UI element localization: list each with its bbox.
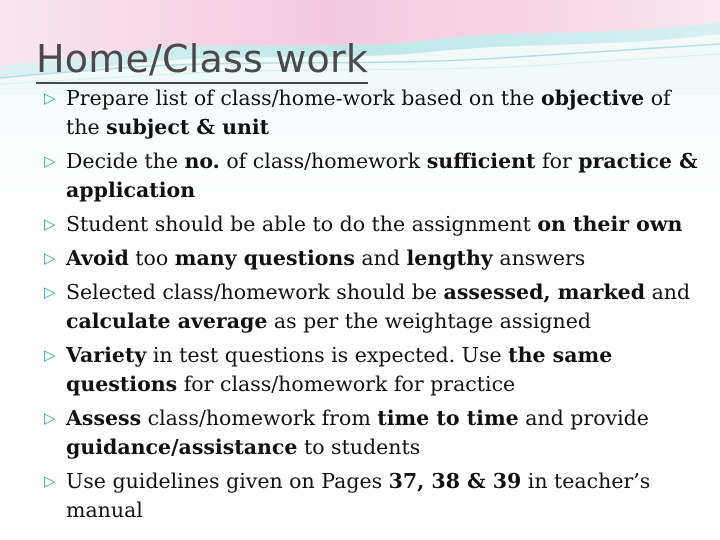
plain-text: and provide (518, 406, 649, 430)
page-title: Home/Class work (36, 36, 368, 84)
hollow-triangle-icon: ▷ (44, 346, 56, 364)
bold-text: on their own (537, 212, 683, 236)
hollow-triangle-icon: ▷ (44, 472, 56, 490)
hollow-triangle-icon: ▷ (44, 283, 56, 301)
plain-text: class/homework from (141, 406, 378, 430)
plain-text: and (354, 246, 407, 270)
plain-text: too (128, 246, 175, 270)
plain-text: Decide the (66, 149, 185, 173)
bold-text: Variety (66, 343, 147, 367)
bullet-text (66, 467, 706, 525)
plain-text: and (645, 280, 691, 304)
plain-text: Use guidelines given on Pages (66, 469, 389, 493)
bold-text: lengthy (406, 246, 493, 270)
bold-text: time to time (377, 406, 519, 430)
bullet-item (46, 210, 706, 239)
bold-text: guidance/assistance (66, 435, 298, 459)
hollow-triangle-icon: ▷ (44, 249, 56, 267)
bold-text: practice & application (66, 149, 698, 202)
plain-text: in test questions is expected. Use (146, 343, 509, 367)
plain-text: Prepare list of class/home-work based on the (66, 86, 542, 110)
bold-text: sufficient (426, 149, 536, 173)
bold-text: objective (541, 86, 645, 110)
plain-text: of the (66, 86, 671, 139)
bullet-item (46, 244, 706, 273)
hollow-triangle-icon: ▷ (44, 215, 56, 233)
hollow-triangle-icon: ▷ (44, 409, 56, 427)
bullet-text (66, 278, 706, 336)
bullet-item (46, 84, 706, 142)
bold-text: 37, 38 & 39 (388, 469, 522, 493)
hollow-triangle-icon: ▷ (44, 152, 56, 170)
bullet-text (66, 84, 706, 142)
plain-text: for (535, 149, 579, 173)
plain-text: for class/homework for practice (177, 372, 516, 396)
plain-text: in teacher’s manual (66, 469, 651, 522)
bullet-item (46, 404, 706, 462)
bold-text: assessed, marked (443, 280, 646, 304)
plain-text: answers (492, 246, 586, 270)
bold-text: many questions (174, 246, 355, 270)
bold-text: no. (184, 149, 220, 173)
bold-text: Assess (66, 406, 142, 430)
bullet-item (46, 341, 706, 399)
bullet-item (46, 467, 706, 525)
plain-text: to students (297, 435, 421, 459)
bold-text: Avoid (66, 246, 129, 270)
plain-text: as per the weightage assigned (267, 309, 591, 333)
bullet-text (66, 244, 706, 273)
bold-text: subject & unit (106, 115, 270, 139)
bullet-text (66, 210, 706, 239)
bullet-text (66, 147, 706, 205)
bullet-list (46, 84, 706, 530)
plain-text: of class/homework (219, 149, 427, 173)
plain-text: Student should be able to do the assignment (66, 212, 538, 236)
bold-text: the same questions (66, 343, 613, 396)
bullet-item (46, 147, 706, 205)
bullet-text (66, 341, 706, 399)
bold-text: calculate average (66, 309, 268, 333)
bullet-text (66, 404, 706, 462)
hollow-triangle-icon: ▷ (44, 89, 56, 107)
plain-text: Selected class/homework should be (66, 280, 444, 304)
bullet-item (46, 278, 706, 336)
